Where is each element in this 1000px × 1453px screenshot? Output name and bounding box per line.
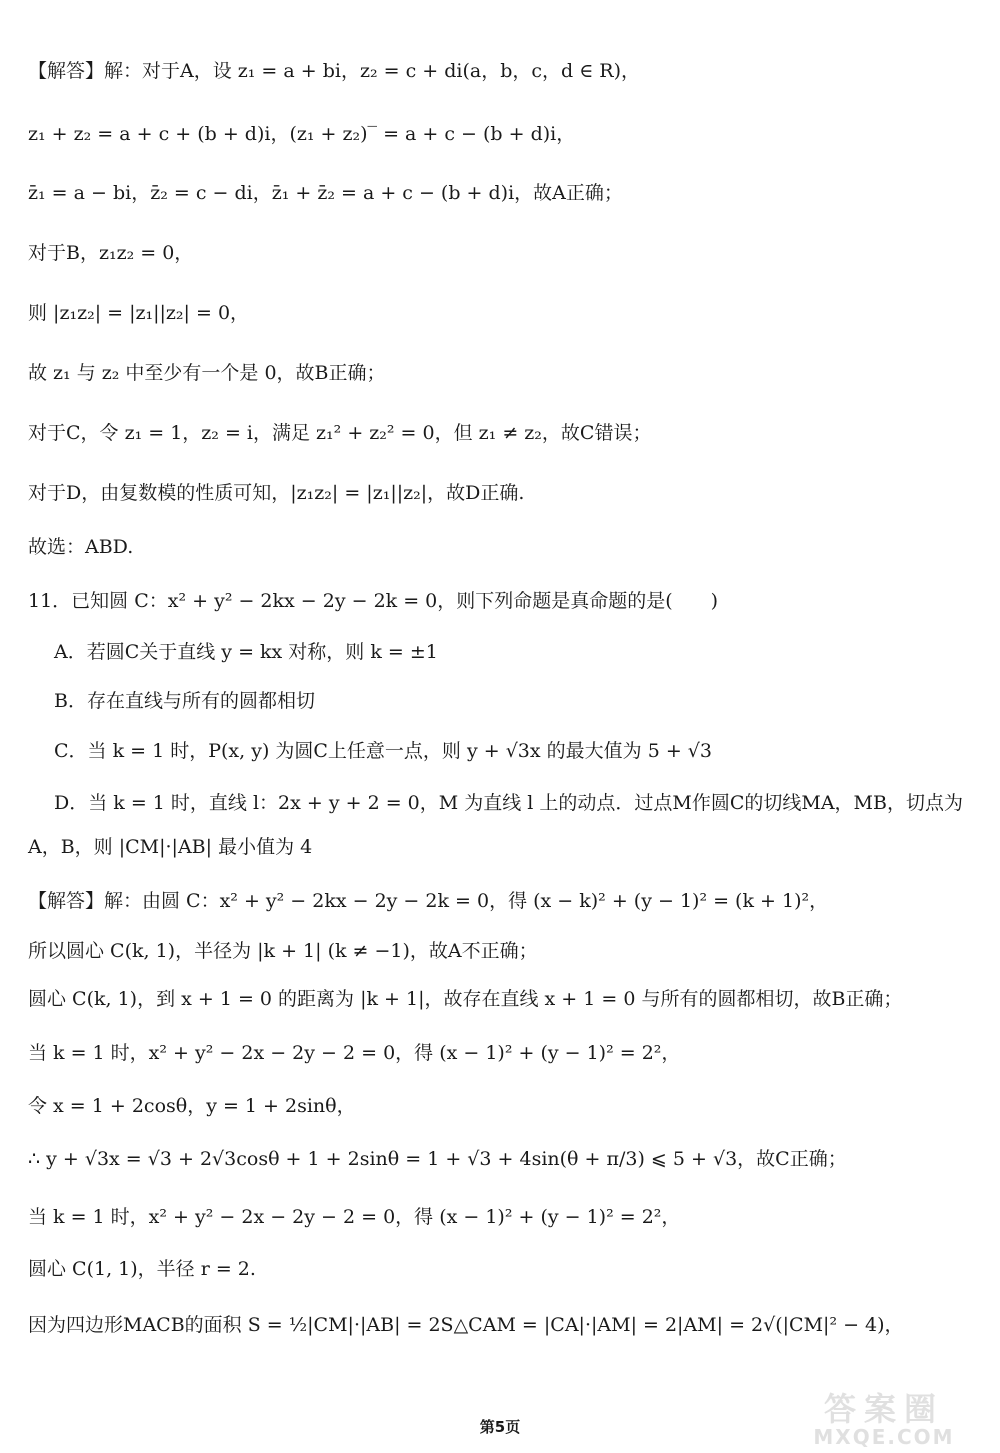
solution-11-tangent-line: 圆心 C(k, 1)，到 x + 1 = 0 的距离为 |k + 1|，故存在直线 x + 1 = 0 与所有的圆都相切，故B正确；	[28, 988, 903, 1010]
solution-11-center: 圆心 C(1, 1)，半径 r = 2.	[28, 1258, 256, 1280]
watermark-logo	[784, 1392, 984, 1450]
option-b: B．存在直线与所有的圆都相切	[54, 690, 315, 712]
answer-choice: 故选：ABD.	[28, 536, 134, 558]
solution-11-parametrize: 令 x = 1 + 2cosθ，y = 1 + 2sinθ，	[28, 1095, 356, 1117]
solution-11-center-radius: 所以圆心 C(k, 1)，半径为 |k + 1| (k ≠ −1)，故A不正确；	[28, 940, 538, 962]
answer-a-sum: z₁ + z₂ = a + c + (b + d)i，(z₁ + z₂)‾ = a + c − (b + d)i，	[28, 123, 576, 145]
answer-a-intro: 【解答】解：对于A，设 z₁ = a + bi，z₂ = c + di(a，b，c，d ∈ R)，	[28, 60, 641, 82]
solution-11-max-value: ∴ y + √3x = √3 + 2√3cosθ + 1 + 2sinθ = 1 + √3 + 4sin(θ + π/3) ⩽ 5 + √3，故C正确；	[28, 1148, 847, 1170]
watermark-top-text: 答案圈	[823, 1390, 944, 1428]
answer-b-modulus: 则 |z₁z₂| = |z₁||z₂| = 0，	[28, 302, 250, 324]
solution-11-intro: 【解答】解：由圆 C：x² + y² − 2kx − 2y − 2k = 0，得 (x − k)² + (y − 1)² = (k + 1)²，	[28, 890, 829, 912]
option-d-continued: A，B，则 |CM|·|AB| 最小值为 4	[28, 836, 313, 858]
answer-c: 对于C，令 z₁ = 1，z₂ = i，满足 z₁² + z₂² = 0，但 z₁ ≠ z₂，故C错误；	[28, 422, 652, 444]
answer-b-intro: 对于B，z₁z₂ = 0，	[28, 242, 194, 264]
option-d: D．当 k = 1 时，直线 l：2x + y + 2 = 0，M 为直线 l 上的动点．过点M作圆C的切线MA，MB，切点为	[54, 792, 963, 814]
watermark-bottom-text: MXQE.COM	[813, 1425, 955, 1449]
question-11-stem: 11．已知圆 C：x² + y² − 2kx − 2y − 2k = 0，则下列命题是真命题的是( )	[28, 590, 719, 612]
solution-11-area: 因为四边形MACB的面积 S = ½|CM|·|AB| = 2S△CAM = |CA|·|AM| = 2|AM| = 2√(|CM|² − 4)，	[28, 1314, 904, 1336]
option-a: A．若圆C关于直线 y = kx 对称，则 k = ±1	[54, 641, 438, 663]
solution-11-k1-circle-repeat: 当 k = 1 时，x² + y² − 2x − 2y − 2 = 0，得 (x − 1)² + (y − 1)² = 2²，	[28, 1206, 681, 1228]
solution-11-k1-circle: 当 k = 1 时，x² + y² − 2x − 2y − 2 = 0，得 (x − 1)² + (y − 1)² = 2²，	[28, 1042, 681, 1064]
option-c: C．当 k = 1 时，P(x, y) 为圆C上任意一点，则 y + √3x 的最大值为 5 + √3	[54, 740, 712, 762]
answer-a-conjugates: z̄₁ = a − bi，z̄₂ = c − di，z̄₁ + z̄₂ = a + c − (b + d)i，故A正确；	[28, 182, 623, 204]
page-number: 第5页	[479, 1418, 521, 1436]
answer-b-conclusion: 故 z₁ 与 z₂ 中至少有一个是 0，故B正确；	[28, 362, 386, 384]
answer-d: 对于D，由复数模的性质可知，|z₁z₂| = |z₁||z₂|，故D正确.	[28, 482, 525, 504]
